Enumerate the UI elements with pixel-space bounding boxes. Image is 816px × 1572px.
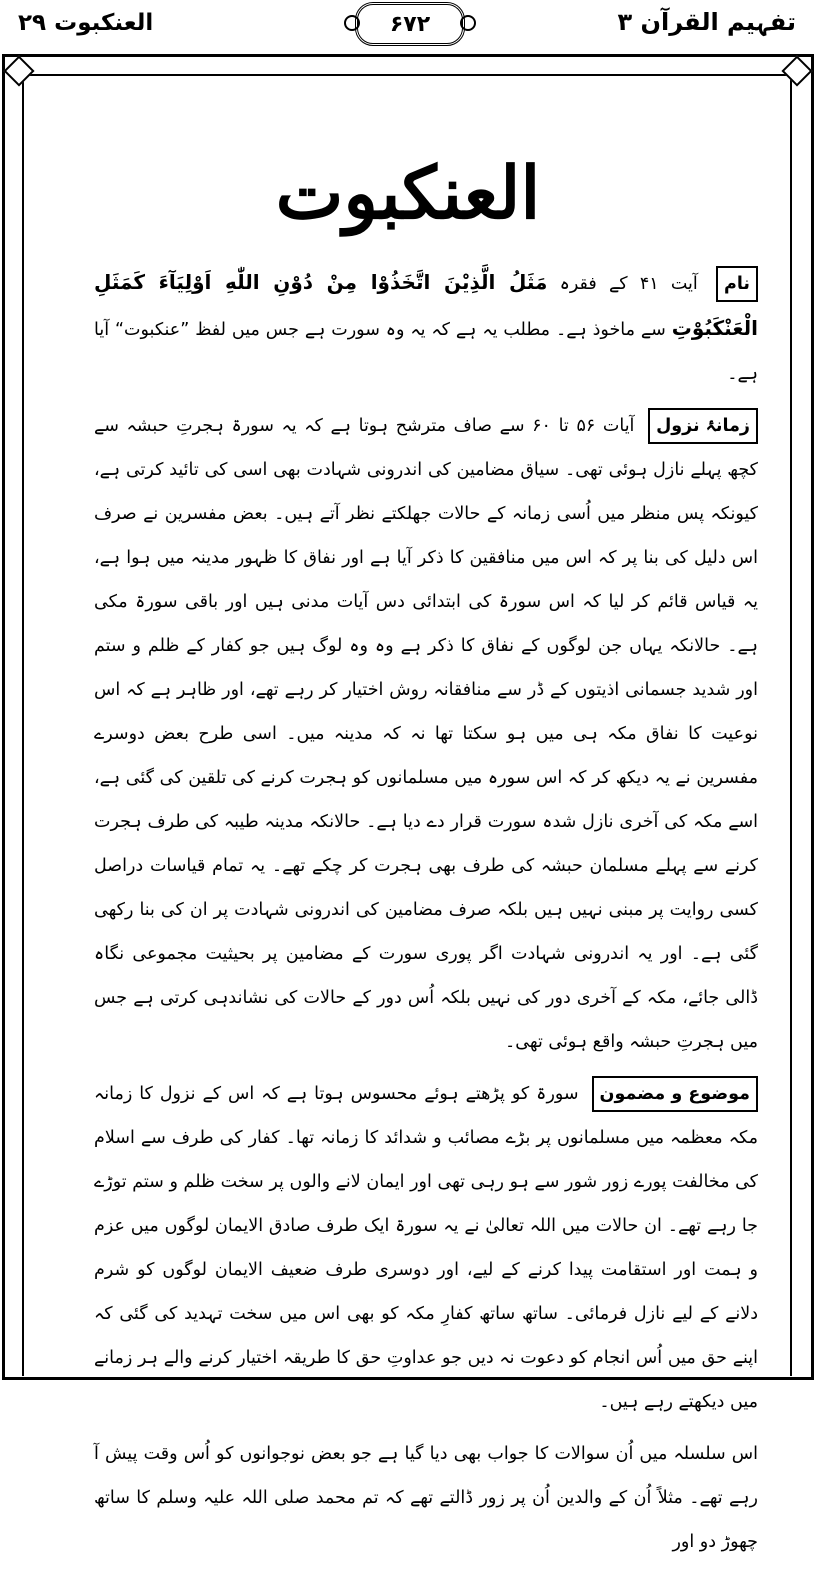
page-header	[0, 0, 816, 52]
naam-ayah: مَثَلُ الَّذِيْنَ اتَّخَذُوْا مِنْ دُوْنِ اللّٰهِ اَوْلِيَآءَ كَمَثَلِ الْعَنْكَبُوْتِ	[94, 270, 758, 340]
section-label-zamana-nuzool: زمانۂ نزول	[648, 408, 758, 444]
surah-title: العنکبوت	[275, 150, 541, 235]
mauzoo-text: سورۃ کو پڑھتے ہوئے محسوس ہوتا ہے کہ اس کے نزول کا زمانہ مکہ معظمہ میں مسلمانوں پر بڑے مصائب و شدائد کا زمانہ تھا۔ کفار کی طرف سے اسلام کی مخالفت پورے زور شور سے ہو رہی تھی اور ایمان لانے والوں پر سخت ظلم و ستم توڑے جا رہے تھے۔ ان حالات میں اللہ تعالیٰ نے یہ سورۃ ایک طرف صادق الایمان لوگوں میں عزم و ہمت اور استقامت پیدا کرنے کے لیے، اور دوسری طرف ضعیف الایمان لوگوں کو شرم دلانے کے لیے نازل فرمائی۔ ساتھ ساتھ کفارِ مکہ کو بھی اس میں سخت تہدید کی گئی کہ اپنے حق میں اُس انجام کو دعوت نہ دیں جو عداوتِ حق کا طریقہ اختیار کرنے والے ہر زمانے میں دیکھتے رہے ہیں۔	[94, 1084, 758, 1412]
section-naam	[94, 260, 758, 396]
section-label-naam: نام	[716, 266, 758, 302]
surah-running-title: العنکبوت ۲۹	[18, 10, 154, 36]
naam-text-suffix: سے ماخوذ ہے۔ مطلب یہ ہے کہ یہ وہ سورت ہے جس میں لفظ ”عنکبوت“ آیا ہے۔	[94, 320, 758, 384]
zamana-nuzool-text: آیات ۵۶ تا ۶۰ سے صاف مترشح ہوتا ہے کہ یہ سورۃ ہجرتِ حبشہ سے کچھ پہلے نازل ہوئی تھی۔ سیاق مضامین کی اندرونی شہادت بھی اسی کی تائید کرتی ہے، کیونکہ پس منظر میں اُسی زمانہ کے حالات جھلکتے نظر آتے ہیں۔ بعض مفسرین نے صرف اس دلیل کی بنا پر کہ اس میں منافقین کا ذکر آیا ہے اور نفاق کا ظہور مدینہ میں ہوا ہے، یہ قیاس قائم کر لیا کہ اس سورۃ کی ابتدائی دس آیات مدنی ہیں اور باقی سورۃ مکی ہے۔ حالانکہ یہاں جن لوگوں کے نفاق کا ذکر ہے وہ وہ لوگ ہیں جو کفار کے ظلم و ستم اور شدید جسمانی اذیتوں کے ڈر سے منافقانہ روش اختیار کر رہے تھے، اور ظاہر ہے کہ اس نوعیت کا نفاق مکہ ہی میں ہو سکتا تھا نہ کہ مدینہ میں۔ اسی طرح بعض دوسرے مفسرین نے یہ دیکھ کر کہ اس سورہ میں مسلمانوں کو ہجرت کرنے کی تلقین کی گئی ہے، اسے مکہ کی آخری نازل شدہ سورت قرار دے دیا ہے۔ حالانکہ مدینہ طیبہ کی طرف ہجرت کرنے سے پہلے مسلمان حبشہ کی طرف بھی ہجرت کر چکے تھے۔ یہ تمام قیاسات دراصل کسی روایت پر مبنی نہیں ہیں بلکہ صرف مضامین کی اندرونی شہادت پر ان کی بنا رکھی گئی ہے۔ اور یہ اندرونی شہادت اگر پوری سورت کے مضامین پر بحیثیت مجموعی نگاہ ڈالی جائے، مکہ کے آخری دور کی نہیں بلکہ اُس دور کے حالات کی نشاندہی کرتی ہے جس میں ہجرتِ حبشہ واقع ہوئی تھی۔	[94, 416, 758, 1052]
page-number: ۶۷۲	[355, 2, 465, 46]
commentary-body	[94, 260, 758, 1572]
section-mauzoo	[94, 1072, 758, 1424]
book-title: تفہیم القرآن ۳	[617, 8, 796, 36]
section-zamana-nuzool	[94, 404, 758, 1064]
naam-text-prefix: آیت ۴۱ کے فقرہ	[559, 274, 698, 294]
section-label-mauzoo: موضوع و مضمون	[592, 1076, 758, 1112]
closing-paragraph: اس سلسلہ میں اُن سوالات کا جواب بھی دیا گیا ہے جو بعض نوجوانوں کو اُس وقت پیش آ رہے تھے۔ مثلاً اُن کے والدین اُن پر زور ڈالتے تھے کہ تم محمد صلی اللہ علیہ وسلم کا ساتھ چھوڑ دو اور	[94, 1444, 758, 1552]
